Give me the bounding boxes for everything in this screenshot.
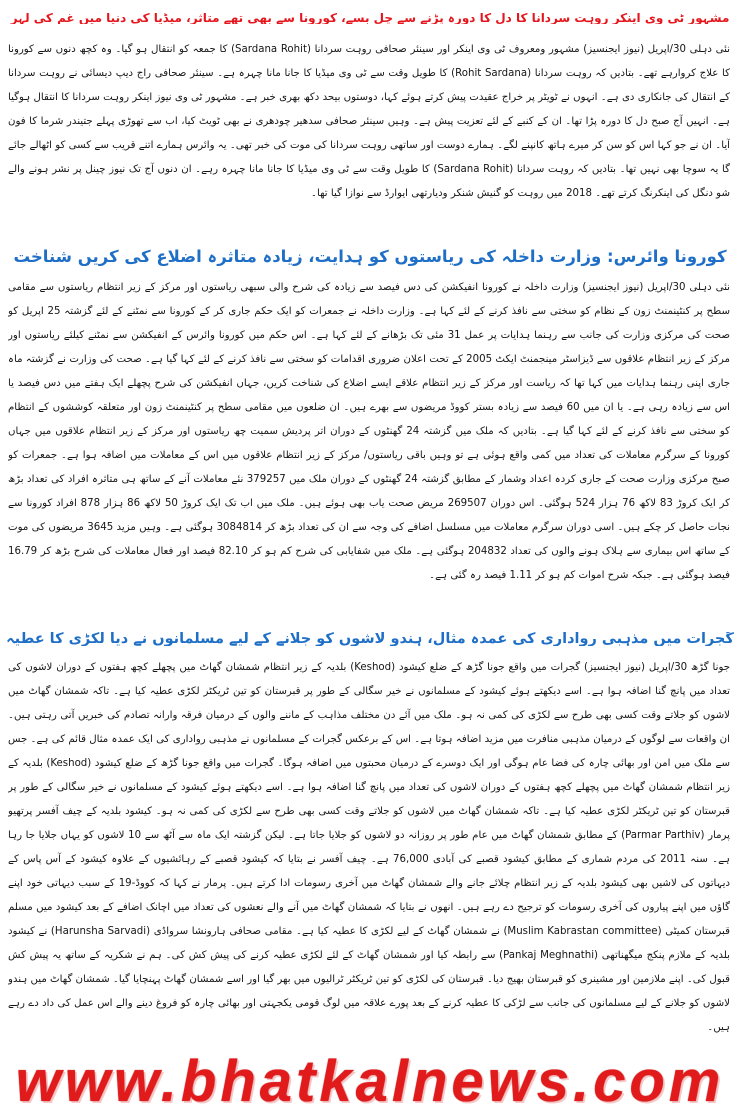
article-2-headline: کورونا وائرس: وزارت داخلہ کی ریاستوں کو ہدایت، زیادہ متاثرہ اضلاع کی کریں شناخت	[13, 249, 727, 266]
article-3-body: جونا گڑھ 30/اپریل (نیوز ایجنسیز) گجرات میں واقع جونا گڑھ کے ضلع کیشود (Keshod) بلدیہ کے زیر انتظام شمشان گھاٹ میں پچھلے کچھ ہفتوں کے دوران لاشوں کی تعداد میں پانچ گنا اضافہ ہوا ہے۔ اسے دیکھتے ہوئے کیشود کے مسلمانوں نے خیر سگالی کے طور پر قبرستان کو تین ٹریکٹر لکڑی عطیہ کیا ہے۔ تاکہ شمشان گھاٹ میں لاشوں کو جلاتے وقت کسی بھی طرح سے لکڑی کی کمی نہ ہو۔ ملک میں آئے دن مختلف مذاہب کے ماننے والوں کے درمیان فرقہ وارانہ تصادم کی خبریں آتی رہتی ہیں۔ ان واقعات سے لوگوں کے درمیان مذہبی منافرت میں مزید اضافہ ہوتا ہے۔ اس کے برعکس گجرات کے مسلمانوں نے مذہبی رواداری کی ایک عمدہ مثال قائم کی ہے۔ جس سے ملک میں امن اور بھائی چارہ کی فضا عام ہوگی اور ایک دوسرے کے درمیان محبتوں میں اضافہ ہوگا۔ گجرات میں واقع جونا گڑھ کے ضلع کیشود (Keshod) بلدیہ کے زیر انتظام شمشان گھاٹ میں پچھلے کچھ ہفتوں کے دوران لاشوں کی تعداد میں پانچ گنا اضافہ ہوا ہے۔ اسے دیکھتے ہوئے کیشود کے مسلمانوں نے خیر سگالی کے طور پر قبرستان کو تین ٹریکٹر لکڑی عطیہ کیا ہے۔ تاکہ شمشان گھاٹ میں لاشوں کو جلاتے وقت کسی بھی طرح سے لکڑی کی کمی نہ ہو۔ کیشود بلدیہ کے چیف آفسر پرتھیو پرمار (Parmar Parthiv) کے مطابق شمشان گھاٹ میں عام طور پر روزانہ دو لاشوں کو جلایا جاتا ہے۔ لیکن گزشتہ ایک ماہ سے آٹھ سے 10 لاشوں کو یہاں جلایا جا رہا ہے۔ سنہ 2011 کی مردم شماری کے مطابق کیشود قصبے کی آبادی 76,000 ہے۔ چیف آفسر نے بتایا کہ کیشود قصبے کے رہائشیوں کے علاوہ کیشود کے آس پاس کے دیہاتوں کی لاشیں بھی کیشود بلدیہ کے زیر انتظام چلائے جانے والے شمشان گھاٹ میں آخری رسومات ادا کرتے ہیں۔ پرمار نے کہا کہ کووڈ-19 کے سبب دیہاتی خود اپنے گاؤں میں اپنے پیاروں کی آخری رسومات کو ترجیح دے رہے ہیں۔ انھوں نے بتایا کہ شمشان گھاٹ میں آنے والے نعشوں کی تعداد میں اچانک اضافے کے بعد کیشود میں مسلم قبرستان کمیٹی (Muslim Kabrastan committee) نے شمشان گھاٹ کے لیے لکڑی کا عطیہ کیا ہے۔ مقامی صحافی ہارونشا سرواڈی (Harunsha Sarvadi) نے کیشود بلدیہ کے ملازم پنکج میگھناتھی (Pankaj Meghnathi) سے رابطہ کیا اور شمشان گھاٹ کے لئے لکڑی عطیہ کرنے کی پیش کش کی۔ ہم نے شکریہ کے ساتھ یہ پیش کش قبول کی۔ اپنے ملازمین اور مشینری کو قبرستان بھیج دیا۔ قبرستان کی لکڑی کو تین ٹریکٹر ٹرالیوں میں بھر گیا اور اسے شمشان گھاٹ پہنچایا گیا۔ شمشان گھاٹ میں ہندو لاشوں کو جلانے کے لیے مسلمانوں کی جانب سے لڑکی کا عطیہ کرنے کے بعد پورے علاقہ میں لوگ قومی یکجہتی اور بھائی چارہ کو فروغ دینے والے اس عمل کی داد دے رہے ہیں۔	[8, 662, 730, 1033]
article-2-body: نئی دہلی 30/اپریل (نیوز ایجنسیز) وزارت داخلہ نے کورونا انفیکشن کی دس فیصد سے زیادہ کی شرح والی سبھی ریاستوں اور مرکز کے زیر انتظام ریاستوں سے مقامی سطح پر کنٹینمنٹ زون کے نظام کو سختی سے نافذ کرنے کے لئے کہا ہے۔ وزارت داخلہ نے جمعرات کو ایک حکم جاری کر کے کورونا سے نمٹنے کے لئے گزشتہ 25 اپریل کو صحت کی مرکزی وزارت کی جانب سے رہنما ہدایات پر عمل 31 مئی تک بڑھانے کے لئے کہا ہے۔ اس حکم میں کورونا وائرس کے انفیکشن سے نمٹنے کیلئے ریاستوں اور مرکز کے زیر انتظام علاقوں سے ڈیزاسٹر مینجمنٹ ایکٹ 2005 کے تحت اعلان ضروری اقدامات کو سختی سے نافذ کرنے کے لئے کہا گیا ہے۔ صحت کی وزارت نے گزشتہ ماہ جاری اپنی رہنما ہدایات میں کہا تھا کہ ریاست اور مرکز کے زیر انتظام علاقے ایسے اضلاع کی شناخت کریں، جہاں انفیکشن کی شرح پچھلے ایک ہفتے میں دس فیصد یا اس سے زیادہ رہی ہے۔ یا ان میں 60 فیصد سے زیادہ بستر کووڈ مریضوں سے بھرے ہیں۔ ان ضلعوں میں مقامی سطح پر کنٹینمنٹ زون اور متعلقہ کوششوں کے انتظام کو سختی سے نافذ کرنے کے لئے کہا گیا ہے۔ بتادیں کہ ملک میں گزشتہ 24 گھنٹوں کے دوران اتر پردیش سمیت چھ ریاستوں اور مرکز کے زیر انتظام علاقوں میں جہاں کورونا کے سرگرم معاملات کی تعداد میں کمی واقع ہوئی ہے تو وہیں باقی ریاستوں/ مرکز کے زیر انتظام علاقوں میں اس کے معاملات میں اضافہ ہوا ہے۔ جمعرات کو صبح مرکزی وزارت صحت کے جاری کردہ اعداد وشمار کے مطابق گزشتہ 24 گھنٹوں کے دوران ملک میں 379257 نئے معاملات آنے کے ساتھ ہی متاثرہ افراد کی تعداد بڑھ کر ایک کروڑ 83 لاکھ 76 ہزار 524 ہوگئی۔ اس دوران 269507 مریض صحت یاب بھی ہوئے ہیں۔ ملک میں اب تک ایک کروڑ 50 لاکھ 86 ہزار 878 افراد کورونا سے نجات حاصل کر چکے ہیں۔ اسی دوران سرگرم معاملات میں مسلسل اضافے کی وجہ سے ان کی تعداد بڑھ کر 3084814 ہوگئی ہے۔ وہیں مزید 3645 مریضوں کی موت کے ساتھ اس بیماری سے ہلاک ہونے والوں کی تعداد 204832 ہوگئی ہے۔ ملک میں شفایابی کی شرح کم ہو کر 82.10 فیصد اور فعال معاملات کی شرح بڑھ کر 16.79 فیصد ہوگئی ہے۔ جبکہ شرح اموات کم ہو کر 1.11 فیصد رہ گئی ہے۔	[8, 282, 730, 581]
site-watermark: www.bhatkalnews.com	[15, 1049, 725, 1114]
article-1-headline: مشہور ٹی وی اینکر روہت سردانا کا دل کا دورہ پڑنے سے چل بسے، کورونا سے بھی تھے متاثر، میڈیا کی دنیا میں غم کی لہر	[10, 12, 730, 25]
article-3-headline: گجرات میں مذہبی رواداری کی عمدہ مثال، ہندو لاشوں کو جلانے کے لیے مسلمانوں نے دیا لکڑی کا عطیہ	[6, 631, 734, 647]
article-1-body: نئی دہلی 30/اپریل (نیوز ایجنسیز) مشہور ومعروف ٹی وی اینکر اور سینئر صحافی روہت سردانا (Sardana Rohit) کا جمعہ کو انتقال ہو گیا۔ وہ کچھ دنوں سے کورونا کا علاج کروارہے تھے۔ بتادیں کہ روہت سردانا (Rohit Sardana) کا طویل وقت سے ٹی وی میڈیا کا جانا مانا چہرہ ہے۔ سینئر صحافی راج دیپ دیسائی نے روہت سردانا کے انتقال کی جانکاری دی ہے۔ انہوں نے ٹویٹر پر خراج عقیدت پیش کرتے ہوئے کہا، دوستوں بیحد دکھ بھری خبر ہے۔ مشہور ٹی وی نیوز اینکر روہت سردانا کا انتقال ہوگیا ہے۔ انہیں آج صبح دل کا دورہ پڑا تھا۔ ان کے کنبے کے لئے تعزیت پیش ہے۔ وہیں سینئر صحافی سدھیر چودھری نے بھی ٹویٹ کیا، اب سے تھوڑی پہلے جتیندر شرما کا فون آیا۔ ان نے جو کہا اس کو سن کر میرے ہاتھ کانپنے لگے۔ ہمارے دوست اور ساتھی روہت سردانا کی موت کی خبر تھی۔ یہ وائرس ہمارے اتنے قریب سے کسی کو اٹھالے جائے گا یہ سوچا بھی نہیں تھا۔ بتادیں کہ روہت سردانا (Sardana Rohit) کا طویل وقت سے ٹی وی میڈیا کا جانا مانا چہرہ رہے۔ ان دنوں آج تک نیوز چینل پر نشر ہونے والے شو دنگل کی اینکرنگ کرتے تھے۔ 2018 میں روہت کو گنیش شنکر ودیارتھی ایوارڈ سے نوازا گیا تھا۔	[8, 44, 730, 199]
